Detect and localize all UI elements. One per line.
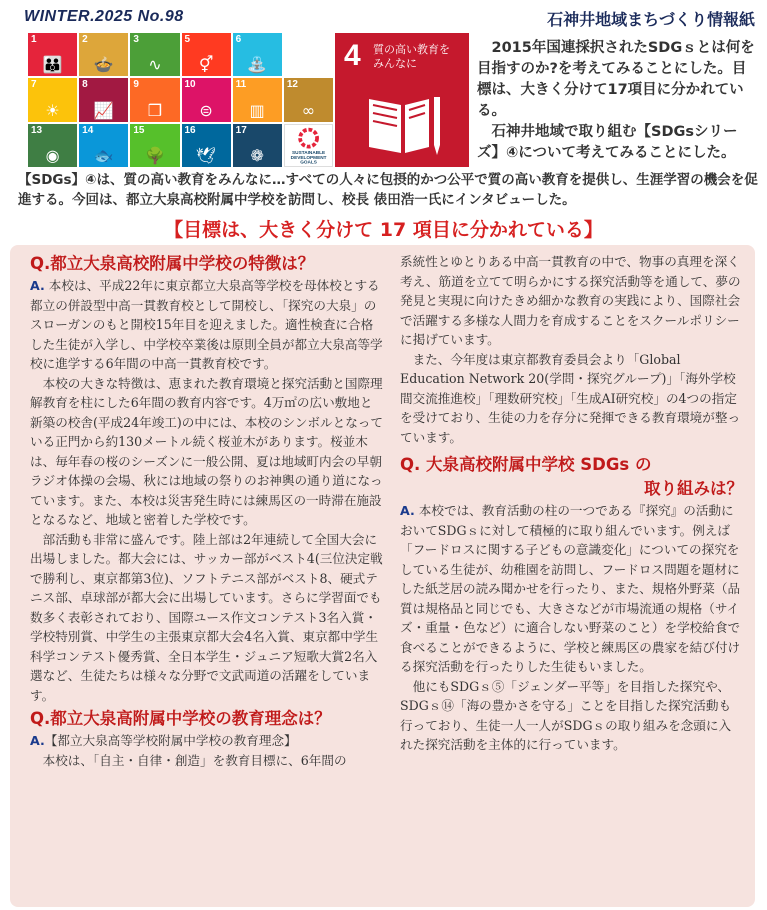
- sdg-tile: [284, 78, 333, 121]
- answer-3-paragraph-1: [400, 501, 743, 677]
- sdg-tile: [284, 124, 333, 167]
- question-3-line2: 取り組みは？: [644, 479, 743, 498]
- tree-icon: 🌳: [144, 145, 165, 165]
- sdg-tile-number: 6: [235, 34, 242, 45]
- sdg-tile: [79, 124, 128, 167]
- water-icon: ⛲: [247, 55, 268, 75]
- sdg-tile-number: 16: [184, 124, 196, 136]
- question-3-line1: Q. 大泉高校附属中学校 SDGs の: [400, 455, 652, 474]
- masthead: [0, 0, 767, 30]
- answer-1-paragraph-2: 本校の大きな特徴は、恵まれた教育環境と探究活動と国際理解教育を柱にした6年間の教育内容です。4万㎡の広い敷地と新築の校舎(平成24年竣工)の中には、本校のシンボルとなっている正門から約130メートル続く桜並木があります。桜並木は、毎年春の桜のシーズンに一般公開、夏は地域町内会の早朝ラジオ体操の会場、秋には地域の祭りのお神輿の通り道になっています。また、本校は災害発生時には練馬区の一時滞在施設となるなど、地域と密着した学校です。: [30, 375, 383, 527]
- sdg-tile-number: 9: [133, 79, 139, 91]
- sdg-goals-grid: [28, 33, 333, 167]
- goal-4-tile: [335, 33, 469, 167]
- sdg-tile: [79, 78, 128, 121]
- sdg-tile: [28, 124, 77, 167]
- answer-1-paragraph-1: [30, 276, 385, 374]
- heartbeat-icon: ∿: [148, 55, 162, 75]
- cubes-icon: ❒: [147, 100, 163, 120]
- people-icon: 👪: [42, 55, 63, 75]
- newsletter-title: 石神井地域まちづくり情報紙: [547, 10, 755, 29]
- eye-icon: ◉: [45, 145, 60, 165]
- sdg-tile-number: 8: [82, 79, 88, 91]
- sdg-tile: [182, 124, 231, 167]
- intro-text: [477, 38, 757, 164]
- answer-mark: A.: [400, 503, 415, 518]
- answer-2-text-1: 【都立大泉高等学校附属中学校の教育理念】: [44, 733, 297, 748]
- sdg-tile-number: 1: [31, 34, 37, 45]
- sdg-tile-number: 10: [184, 79, 196, 91]
- sdg-tile: [130, 78, 179, 121]
- answer-mark: A.: [30, 278, 45, 293]
- article-right-column: [400, 252, 743, 755]
- sdg-logo-text: GOALS: [300, 159, 317, 165]
- sdg-tile-number: 5: [184, 34, 191, 45]
- buildings-icon: ▥: [249, 100, 265, 120]
- question-2: Q.都立大泉高附属中学校の教育理念は？: [30, 709, 331, 728]
- answer-2-paragraph-2: 本校は、「自主・自律・創造」を教育目標に、6年間の: [42, 752, 347, 768]
- goal-4-title-line1: 質の高い教育を: [373, 43, 450, 56]
- sdg-tile: [130, 33, 179, 76]
- intro-paragraph-1: 2015年国連採択されたSDGｓとは何を目指すのか?を考えてみることにした。目標は、大きく分けて17項目に分かれている。: [477, 40, 755, 119]
- infinity-icon: ∞: [301, 100, 316, 120]
- answer-2-paragraph-1: [30, 731, 385, 751]
- sdg-wheel-icon: [285, 125, 332, 166]
- fish-icon: 🐟: [93, 145, 114, 165]
- sdg-tile: [182, 78, 231, 121]
- dove-icon: 🕊: [195, 145, 217, 165]
- sdg-tile-number: 13: [31, 124, 43, 136]
- sdg-tile: [233, 78, 282, 121]
- bowl-icon: 🍲: [93, 55, 114, 75]
- sdg-logo-text: SUSTAINABLE: [291, 149, 325, 155]
- equal-icon: ⊜: [199, 100, 213, 120]
- sdg-tile: [233, 33, 282, 76]
- sdg-tile: [28, 78, 77, 121]
- sdg-tile: [233, 124, 282, 167]
- sdg-tile-number: 11: [235, 79, 247, 91]
- goal-4-number: 4: [344, 39, 361, 72]
- goal-4-title: [373, 43, 450, 71]
- intro-paragraph-2: 石神井地域で取り組む【SDGsシリーズ】④について考えてみることにした。: [477, 124, 738, 161]
- article-left-column: [30, 252, 385, 770]
- sdg-tile-number: 7: [31, 79, 37, 91]
- answer-1-text-1: 本校は、平成22年に東京都立大泉高等学校を母体校とする都立の併設型中高一貫教育校として開校し、「探究の大泉」のスローガンのもと開校15年目を迎えました。適性検査に合格した生徒が入学し、中学校卒業後は原則全員が都立大泉高等学校に進学する6年間の中高一貫教育校です。: [30, 278, 383, 371]
- question-3: [400, 453, 743, 501]
- goal-4-title-line2: みんなに: [373, 57, 417, 70]
- question-1: Q.都立大泉高校附属中学校の特徴は？: [30, 254, 315, 273]
- sdg-tile-number: 17: [235, 124, 247, 136]
- answer-3-paragraph-2: 他にもSDGｓ⑤「ジェンダー平等」を目指した探究や、SDGｓ⑭「海の豊かさを守る」ことを目指した探究活動も行っており、生徒一人一人がSDGｓの取り組みを念頭に入れた探究活動を主体的に行っています。: [400, 678, 732, 752]
- continued-paragraph-1: 系統性とゆとりある中高一貫教育の中で、物事の真理を深く考え、筋道を立てて明らかにする探究活動等を通して、夢の発見と実現に向けたきめ細かな教育の実践により、国際社会で活躍する多様な人間力を育成することをスクールポリシーに掲げています。: [400, 254, 741, 347]
- lead-paragraph: 【SDGs】④は、質の高い教育をみんなに…すべての人々に包摂的かつ公平で質の高い教育を提供し、生涯学習の機会を促進する。今回は、都立大泉高校附属中学校を訪問し、校長 俵田浩一氏にインタビューした。: [18, 172, 758, 208]
- sdg-tile: [130, 124, 179, 167]
- answer-1-paragraph-3: 部活動も非常に盛んです。陸上部は2年連続して全国大会に出場しました。都大会には、サッカー部がベスト4(三位決定戦で勝利し、東京都第3位)、ソフトテニス部がベスト8、硬式テニス部、卓球部が都大会に出場しています。さらに学習面でも数多く表彰されており、国際ユース作文コンテスト3名入賞・学校特別賞、中学生の主張東京都大会4名入賞、東京都中学生科学コンテスト優秀賞、全日本学生・ジュニア短歌大賞2名入選など、生徒たちは様々な分野で文武両道の活躍をしています。: [30, 531, 383, 703]
- issue-label: WINTER.2025 No.98: [24, 8, 184, 25]
- sdg-tile-number: 15: [133, 124, 145, 136]
- answer-mark: A.: [30, 733, 45, 748]
- sdg-tile-number: 3: [133, 34, 139, 45]
- rings-icon: ❁: [250, 145, 264, 165]
- sdg-tile: [79, 33, 128, 76]
- gender-icon: ⚥: [198, 55, 214, 75]
- sdg-tile-number: 14: [82, 124, 94, 136]
- sdg-tile: [182, 33, 231, 76]
- book-icon: [365, 93, 445, 159]
- sdg-tile-number: 2: [82, 34, 88, 45]
- answer-3-text-1: 本校では、教育活動の柱の一つである『探究』の活動においてSDGｓに対して積極的に取り組んでいます。例えば「フードロスに関する子どもの意識変化」についての探究をしている生徒が、幼稚園を訪問し、フードロス問題を題材にした紙芝居の読み聞かせを行ったり、また、規格外野菜（品質は規格品と同じでも、大きさなどが市場流通の規格（サイズ・重量・色など）に適合しない野菜のこと）を学校給食で食べることができるように、学校と練馬区の農家を結び付ける探究活動を行ったりした生徒もいました。: [400, 503, 741, 674]
- sdg-tile: [284, 33, 333, 76]
- main-headline: 【目標は、大きく分けて 17 項目に分かれている】: [164, 219, 603, 241]
- sdg-tile: [28, 33, 77, 76]
- sun-icon: ☀: [45, 100, 60, 120]
- sdg-logo-text: DEVELOPMENT: [290, 154, 327, 160]
- sdg-tile-number: 12: [286, 79, 298, 91]
- chart-icon: 📈: [93, 100, 114, 120]
- continued-paragraph-2: また、今年度は東京都教育委員会より「Global Education Network 20(学問・探究グループ)」「海外学校間交流推進校」「理数研究校」「生成AI研究校」の4つの指定を受けており、生徒の力を存分に発揮できる教育環境が整っています。: [400, 351, 741, 445]
